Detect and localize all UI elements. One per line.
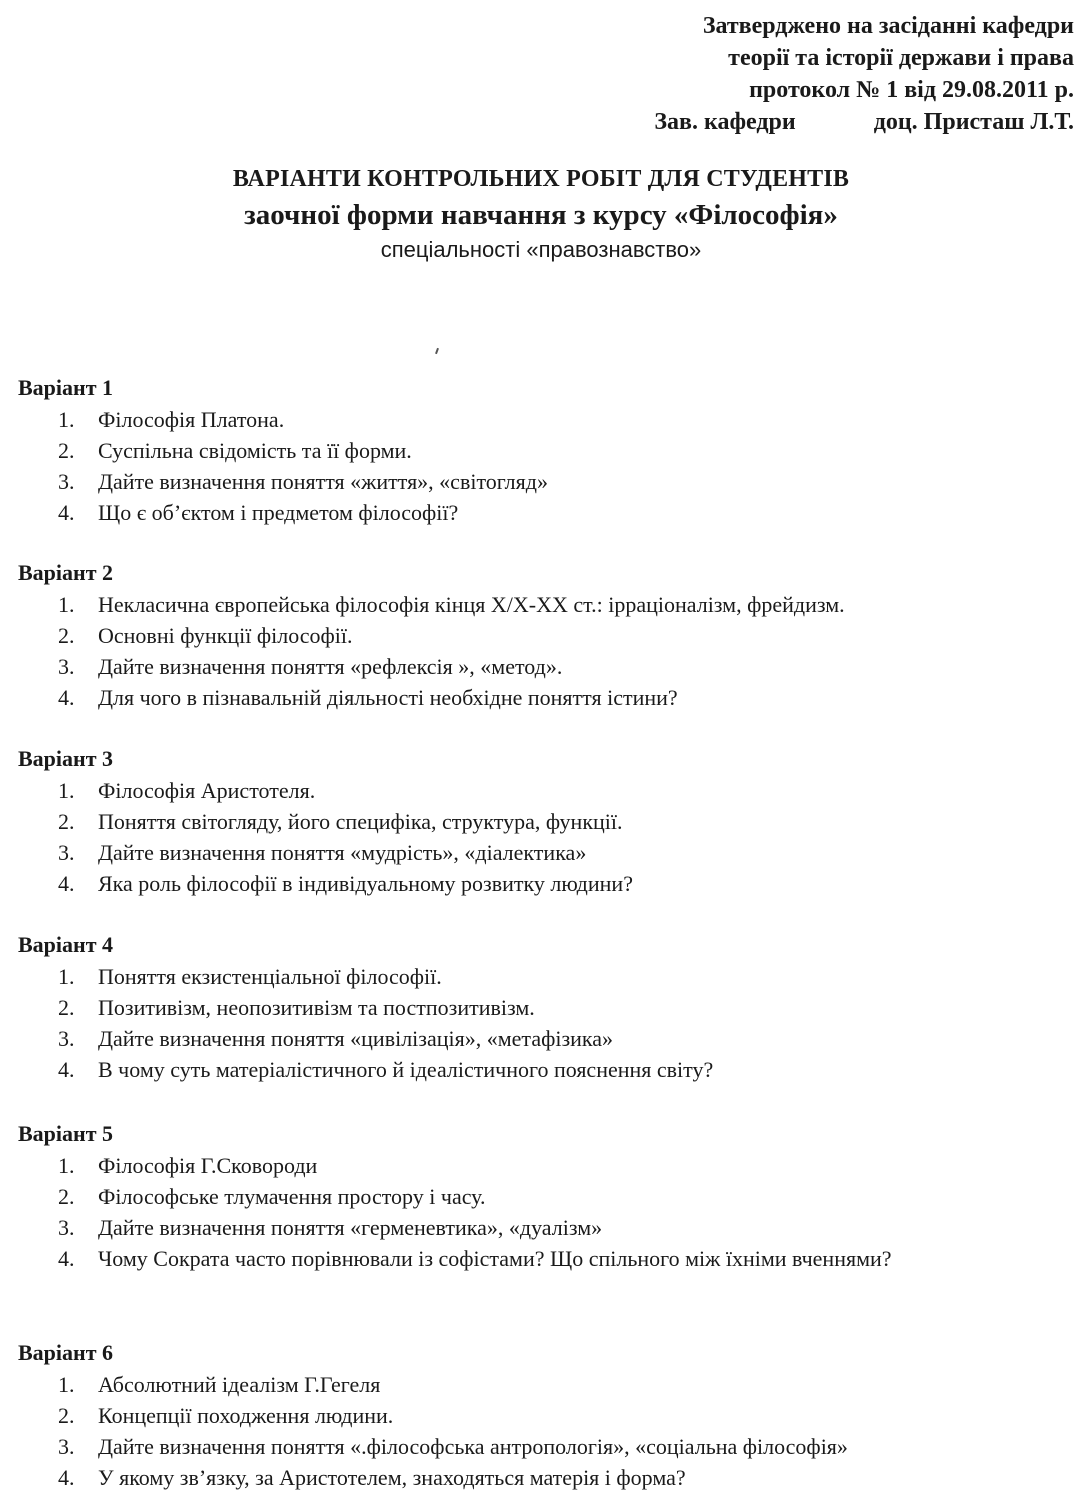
variant-section	[18, 745, 1068, 899]
list-item	[18, 1369, 1068, 1400]
question-text: Філософія Г.Сковороди	[98, 1153, 318, 1178]
question-number: 1.	[58, 1153, 75, 1178]
list-item	[18, 1400, 1068, 1431]
question-number: 4.	[58, 1465, 75, 1490]
department-head-label: Зав. кафедри	[654, 109, 796, 135]
question-text: Що є об’єктом і предметом філософії?	[98, 500, 459, 525]
list-item	[18, 806, 1068, 837]
variant-title: Варіант 5	[18, 1121, 114, 1146]
question-list	[18, 961, 1068, 1085]
question-text: Поняття світогляду, його специфіка, структура, функції.	[98, 809, 623, 834]
document-subtitle: заочної форми навчання з курсу «Філософія»	[244, 199, 838, 231]
list-item	[18, 466, 1068, 497]
question-number: 4.	[58, 1057, 75, 1082]
list-item	[18, 1462, 1068, 1493]
question-number: 2.	[58, 1403, 75, 1428]
list-item	[18, 961, 1068, 992]
list-item	[18, 775, 1068, 806]
question-number: 1.	[58, 1372, 75, 1397]
list-item	[18, 1243, 1068, 1274]
question-number: 2.	[58, 1184, 75, 1209]
document-title-block	[0, 162, 1082, 266]
question-number: 2.	[58, 438, 75, 463]
variant-section	[18, 931, 1068, 1085]
document-title: ВАРІАНТИ КОНТРОЛЬНИХ РОБІТ ДЛЯ СТУДЕНТІВ	[232, 166, 850, 192]
question-number: 3.	[58, 840, 75, 865]
question-number: 4.	[58, 500, 75, 525]
question-text: Дайте визначення поняття «мудрість», «діалектика»	[98, 840, 587, 865]
question-text: Суспільна свідомість та її форми.	[98, 438, 412, 463]
question-number: 1.	[58, 407, 75, 432]
variant-section	[18, 1339, 1068, 1493]
question-list	[18, 404, 1068, 528]
approval-line-3: протокол № 1 від 29.08.2011 р.	[749, 77, 1074, 103]
list-item	[18, 1023, 1068, 1054]
department-head-row	[654, 106, 1074, 138]
question-text: Для чого в пізнавальній діяльності необхідне поняття істини?	[98, 685, 678, 710]
list-item	[18, 682, 1068, 713]
question-list	[18, 1369, 1068, 1493]
question-number: 1.	[58, 778, 75, 803]
list-item	[18, 435, 1068, 466]
question-text: Філософія Аристотеля.	[98, 778, 316, 803]
question-number: 4.	[58, 685, 75, 710]
question-text: Дайте визначення поняття «життя», «світогляд»	[98, 469, 548, 494]
question-text: В чому суть матеріалістичного й ідеалістичного пояснення світу?	[98, 1057, 714, 1082]
question-number: 2.	[58, 623, 75, 648]
scan-speck	[435, 348, 439, 354]
list-item	[18, 620, 1068, 651]
question-number: 4.	[58, 1246, 75, 1271]
list-item	[18, 497, 1068, 528]
question-number: 4.	[58, 871, 75, 896]
list-item	[18, 868, 1068, 899]
question-text: Дайте визначення поняття «цивілізація», «метафізика»	[98, 1026, 614, 1051]
question-text: Концепції походження людини.	[98, 1403, 394, 1428]
question-list	[18, 1150, 1068, 1274]
list-item	[18, 651, 1068, 682]
list-item	[18, 1431, 1068, 1462]
variant-title: Варіант 3	[18, 746, 114, 771]
question-list	[18, 589, 1068, 713]
question-text: Філософія Платона.	[98, 407, 285, 432]
question-text: Позитивізм, неопозитивізм та постпозитивізм.	[98, 995, 535, 1020]
list-item	[18, 992, 1068, 1023]
question-text: Основні функції філософії.	[98, 623, 353, 648]
question-text: Некласична європейська філософія кінця Х/Х-ХХ ст.: ірраціоналізм, фрейдизм.	[98, 592, 845, 617]
variant-section	[18, 1120, 1068, 1274]
question-number: 3.	[58, 1026, 75, 1051]
approval-line-1: Затверджено на засіданні кафедри	[702, 13, 1074, 39]
question-number: 2.	[58, 995, 75, 1020]
question-number: 2.	[58, 809, 75, 834]
question-number: 3.	[58, 469, 75, 494]
question-text: Філософське тлумачення простору і часу.	[98, 1184, 486, 1209]
approval-stamp-block	[654, 10, 1074, 138]
variant-title: Варіант 2	[18, 560, 114, 585]
document-specialty: спеціальності «правознавство»	[380, 237, 702, 262]
question-number: 3.	[58, 1215, 75, 1240]
question-text: Дайте визначення поняття «рефлексія », «метод».	[98, 654, 563, 679]
list-item	[18, 1181, 1068, 1212]
list-item	[18, 837, 1068, 868]
list-item	[18, 1054, 1068, 1085]
variant-title: Варіант 4	[18, 932, 114, 957]
question-number: 1.	[58, 964, 75, 989]
list-item	[18, 589, 1068, 620]
approval-line-2: теорії та історії держави і права	[728, 45, 1074, 71]
variant-section	[18, 374, 1068, 528]
question-number: 3.	[58, 654, 75, 679]
question-number: 3.	[58, 1434, 75, 1459]
list-item	[18, 404, 1068, 435]
question-number: 1.	[58, 592, 75, 617]
question-text: Дайте визначення поняття «.філософська антропологія», «соціальна філософія»	[98, 1434, 848, 1459]
variant-title: Варіант 6	[18, 1340, 114, 1365]
question-text: Поняття екзистенціальної філософії.	[98, 964, 442, 989]
question-list	[18, 775, 1068, 899]
list-item	[18, 1212, 1068, 1243]
question-text: У якому зв’язку, за Аристотелем, знаходяться матерія і форма?	[98, 1465, 686, 1490]
variant-title: Варіант 1	[18, 375, 114, 400]
question-text: Чому Сократа часто порівнювали із софістами? Що спільного між їхніми вченнями?	[98, 1246, 892, 1271]
variant-section	[18, 559, 1068, 713]
list-item	[18, 1150, 1068, 1181]
question-text: Яка роль філософії в індивідуальному розвитку людини?	[98, 871, 633, 896]
department-head-name: доц. Присташ Л.Т.	[873, 109, 1074, 135]
question-text: Дайте визначення поняття «герменевтика», «дуалізм»	[98, 1215, 603, 1240]
question-text: Абсолютний ідеалізм Г.Гегеля	[98, 1372, 381, 1397]
